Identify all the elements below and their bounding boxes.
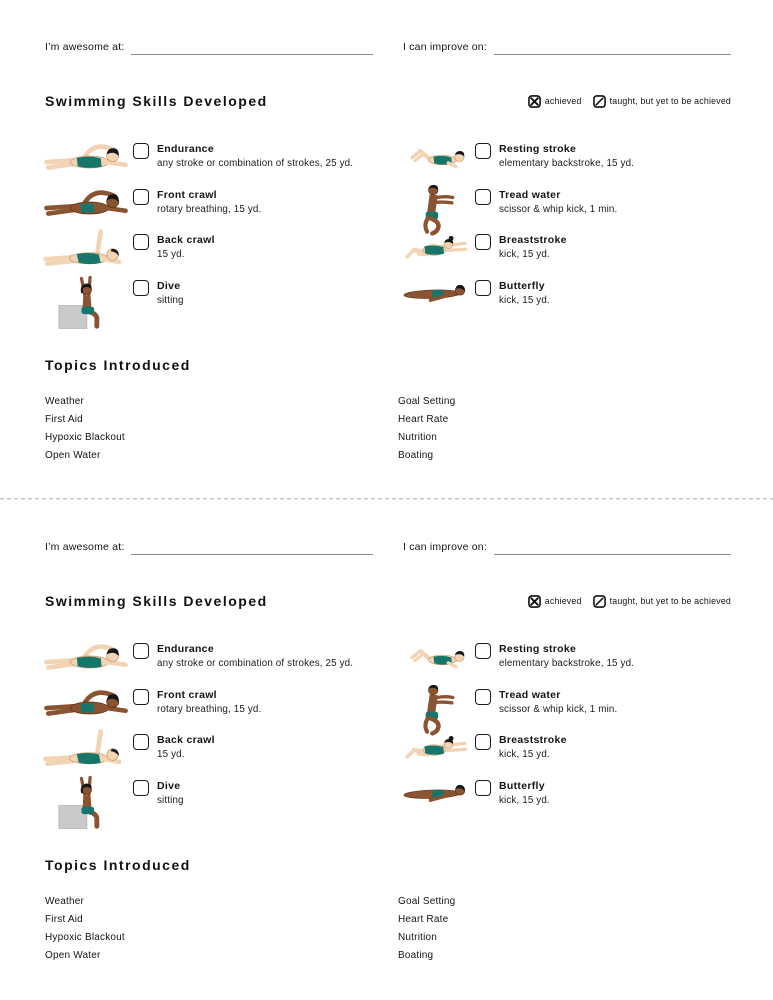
butterfly-swimmer-illustration bbox=[395, 773, 475, 807]
topic-item: Open Water bbox=[45, 450, 101, 461]
skill-checkbox[interactable] bbox=[475, 234, 491, 250]
improve-field bbox=[403, 40, 731, 55]
legend bbox=[528, 595, 731, 608]
elementary-backstroke-illustration bbox=[395, 136, 475, 175]
skill-checkbox[interactable] bbox=[133, 143, 149, 159]
skill-title: Resting stroke bbox=[499, 143, 577, 155]
skill-checkbox[interactable] bbox=[475, 143, 491, 159]
front-crawl-swimmer-illustration bbox=[38, 182, 133, 223]
skill-row-endurance bbox=[38, 636, 395, 682]
skill-row-resting-stroke bbox=[395, 136, 730, 182]
skill-text bbox=[157, 773, 184, 806]
awesome-field bbox=[45, 40, 373, 55]
skill-title: Tread water bbox=[499, 688, 561, 701]
skill-detail: rotary breathing, 15 yd. bbox=[157, 203, 262, 215]
skill-row-butterfly bbox=[395, 773, 730, 819]
improve-input-line[interactable] bbox=[494, 41, 731, 55]
awesome-label: I’m awesome at: bbox=[45, 541, 125, 553]
skill-title: Butterfly bbox=[499, 279, 545, 292]
skill-title: Butterfly bbox=[499, 779, 545, 792]
topics-section-title: Topics Introduced bbox=[45, 857, 191, 873]
improve-field bbox=[403, 540, 731, 555]
skill-title: Tread water bbox=[499, 188, 561, 201]
topic-item: Boating bbox=[398, 450, 434, 461]
skill-title: Breaststroke bbox=[499, 234, 567, 246]
sitting-dive-illustration bbox=[38, 773, 133, 829]
skill-row-tread-water bbox=[395, 182, 730, 228]
skill-checkbox[interactable] bbox=[133, 780, 149, 796]
topic-item: Weather bbox=[45, 896, 85, 907]
skill-title: Front crawl bbox=[157, 688, 217, 701]
legend-taught bbox=[593, 95, 731, 108]
topic-item: Goal Setting bbox=[398, 896, 456, 907]
front-crawl-swimmer-illustration bbox=[38, 682, 133, 723]
skill-row-endurance bbox=[38, 136, 395, 182]
topic-item: Hypoxic Blackout bbox=[45, 432, 125, 443]
skill-text bbox=[499, 182, 617, 215]
skill-detail: sitting bbox=[157, 294, 184, 306]
legend-achieved bbox=[528, 95, 582, 108]
report-copy-2 bbox=[0, 500, 773, 997]
skill-row-front-crawl bbox=[38, 682, 395, 728]
skill-detail: elementary backstroke, 15 yd. bbox=[499, 658, 635, 669]
skills-column-right bbox=[395, 636, 730, 818]
skill-detail: any stroke or combination of strokes, 25 yd. bbox=[157, 158, 354, 169]
skill-text bbox=[499, 636, 634, 669]
skill-checkbox[interactable] bbox=[475, 189, 491, 205]
skill-detail: scissor & whip kick, 1 min. bbox=[499, 703, 618, 715]
back-crawl-swimmer-illustration bbox=[38, 227, 133, 272]
skill-detail: rotary breathing, 15 yd. bbox=[157, 703, 262, 715]
skill-checkbox[interactable] bbox=[133, 280, 149, 296]
fill-in-fields bbox=[45, 540, 731, 555]
skills-section-title: Swimming Skills Developed bbox=[45, 593, 268, 609]
topic-item: Nutrition bbox=[398, 932, 438, 943]
skill-detail: scissor & whip kick, 1 min. bbox=[499, 203, 618, 215]
skill-text bbox=[157, 636, 353, 669]
skill-text bbox=[499, 727, 567, 760]
skill-row-breaststroke bbox=[395, 727, 730, 773]
skill-row-breaststroke bbox=[395, 227, 730, 273]
skill-row-front-crawl bbox=[38, 182, 395, 228]
skill-detail: kick, 15 yd. bbox=[499, 249, 550, 260]
report-copy-1 bbox=[0, 0, 773, 497]
topic-item: Hypoxic Blackout bbox=[45, 932, 125, 943]
skill-row-back-crawl bbox=[38, 727, 395, 773]
skill-row-dive bbox=[38, 273, 395, 319]
topic-item: First Aid bbox=[45, 414, 83, 425]
skill-checkbox[interactable] bbox=[133, 689, 149, 705]
topic-item: Heart Rate bbox=[398, 914, 449, 925]
legend bbox=[528, 95, 731, 108]
skill-row-dive bbox=[38, 773, 395, 819]
skill-checkbox[interactable] bbox=[475, 280, 491, 296]
awesome-label: I’m awesome at: bbox=[45, 41, 125, 53]
back-crawl-swimmer-illustration bbox=[38, 727, 133, 772]
topic-item: Goal Setting bbox=[398, 396, 456, 407]
skills-column-right bbox=[395, 136, 730, 318]
topics-section-title: Topics Introduced bbox=[45, 357, 191, 373]
achieved-checkbox-x-icon bbox=[528, 95, 541, 108]
front-crawl-swimmer-illustration bbox=[38, 136, 133, 177]
skill-row-back-crawl bbox=[38, 227, 395, 273]
skills-section-header bbox=[45, 93, 731, 109]
skill-text bbox=[157, 227, 215, 260]
fill-in-fields bbox=[45, 40, 731, 55]
skill-title: Resting stroke bbox=[499, 643, 577, 655]
skills-section-title: Swimming Skills Developed bbox=[45, 93, 268, 109]
skill-checkbox[interactable] bbox=[133, 643, 149, 659]
legend-taught bbox=[593, 595, 731, 608]
achieved-checkbox-x-icon bbox=[528, 595, 541, 608]
skill-text bbox=[499, 227, 567, 260]
skill-title: Dive bbox=[157, 279, 181, 292]
topic-item: Nutrition bbox=[398, 432, 438, 443]
skill-text bbox=[157, 182, 261, 215]
elementary-backstroke-illustration bbox=[395, 636, 475, 675]
skill-text bbox=[157, 727, 215, 760]
skill-detail: elementary backstroke, 15 yd. bbox=[499, 158, 635, 169]
skill-detail: kick, 15 yd. bbox=[499, 794, 550, 806]
topics-column-right bbox=[398, 893, 731, 965]
improve-input-line[interactable] bbox=[494, 541, 731, 555]
skill-row-resting-stroke bbox=[395, 636, 730, 682]
skills-column-left bbox=[38, 136, 395, 318]
awesome-input-line[interactable] bbox=[131, 41, 373, 55]
topics-column-left bbox=[45, 893, 398, 965]
topics-lists bbox=[45, 393, 731, 465]
topic-item: Boating bbox=[398, 950, 434, 961]
taught-checkbox-slash-icon bbox=[593, 95, 606, 108]
skill-checkbox[interactable] bbox=[475, 689, 491, 705]
legend-taught-label: taught, but yet to be achieved bbox=[609, 596, 731, 606]
skill-title: Dive bbox=[157, 779, 181, 792]
topics-lists bbox=[45, 893, 731, 965]
breaststroke-swimmer-illustration bbox=[395, 727, 475, 767]
skill-row-butterfly bbox=[395, 273, 730, 319]
skill-detail: 15 yd. bbox=[157, 249, 185, 260]
skill-row-tread-water bbox=[395, 682, 730, 728]
improve-label: I can improve on: bbox=[403, 541, 487, 553]
legend-achieved-label: achieved bbox=[544, 96, 582, 106]
butterfly-swimmer-illustration bbox=[395, 273, 475, 307]
skill-title: Back crawl bbox=[157, 234, 215, 246]
skill-title: Endurance bbox=[157, 643, 214, 655]
skill-text bbox=[157, 273, 184, 306]
skill-checkbox[interactable] bbox=[475, 643, 491, 659]
skill-title: Back crawl bbox=[157, 734, 215, 746]
legend-taught-label: taught, but yet to be achieved bbox=[609, 96, 731, 106]
topic-item: Open Water bbox=[45, 950, 101, 961]
skill-detail: any stroke or combination of strokes, 25 yd. bbox=[157, 658, 354, 669]
front-crawl-swimmer-illustration bbox=[38, 636, 133, 677]
awesome-input-line[interactable] bbox=[131, 541, 373, 555]
skills-grid bbox=[38, 136, 730, 318]
skills-grid bbox=[38, 636, 730, 818]
topics-column-left bbox=[45, 393, 398, 465]
taught-checkbox-slash-icon bbox=[593, 595, 606, 608]
skill-checkbox[interactable] bbox=[133, 189, 149, 205]
topic-item: Weather bbox=[45, 396, 85, 407]
skill-checkbox[interactable] bbox=[475, 734, 491, 750]
awesome-field bbox=[45, 540, 373, 555]
improve-label: I can improve on: bbox=[403, 41, 487, 53]
skill-text bbox=[499, 273, 550, 306]
skill-detail: kick, 15 yd. bbox=[499, 749, 550, 760]
skill-detail: sitting bbox=[157, 794, 184, 806]
skill-detail: kick, 15 yd. bbox=[499, 294, 550, 306]
skill-checkbox[interactable] bbox=[133, 734, 149, 750]
skill-text bbox=[499, 773, 550, 806]
skill-text bbox=[157, 682, 261, 715]
skill-text bbox=[499, 682, 617, 715]
breaststroke-swimmer-illustration bbox=[395, 227, 475, 267]
skill-text bbox=[499, 136, 634, 169]
sitting-dive-illustration bbox=[38, 273, 133, 329]
legend-achieved-label: achieved bbox=[544, 596, 582, 606]
legend-achieved bbox=[528, 595, 582, 608]
skill-checkbox[interactable] bbox=[133, 234, 149, 250]
topic-item: First Aid bbox=[45, 914, 83, 925]
skills-section-header bbox=[45, 593, 731, 609]
skill-detail: 15 yd. bbox=[157, 749, 185, 760]
topics-column-right bbox=[398, 393, 731, 465]
skill-title: Front crawl bbox=[157, 188, 217, 201]
skill-title: Endurance bbox=[157, 143, 214, 155]
skill-checkbox[interactable] bbox=[475, 780, 491, 796]
skills-column-left bbox=[38, 636, 395, 818]
skill-title: Breaststroke bbox=[499, 734, 567, 746]
topic-item: Heart Rate bbox=[398, 414, 449, 425]
skill-text bbox=[157, 136, 353, 169]
